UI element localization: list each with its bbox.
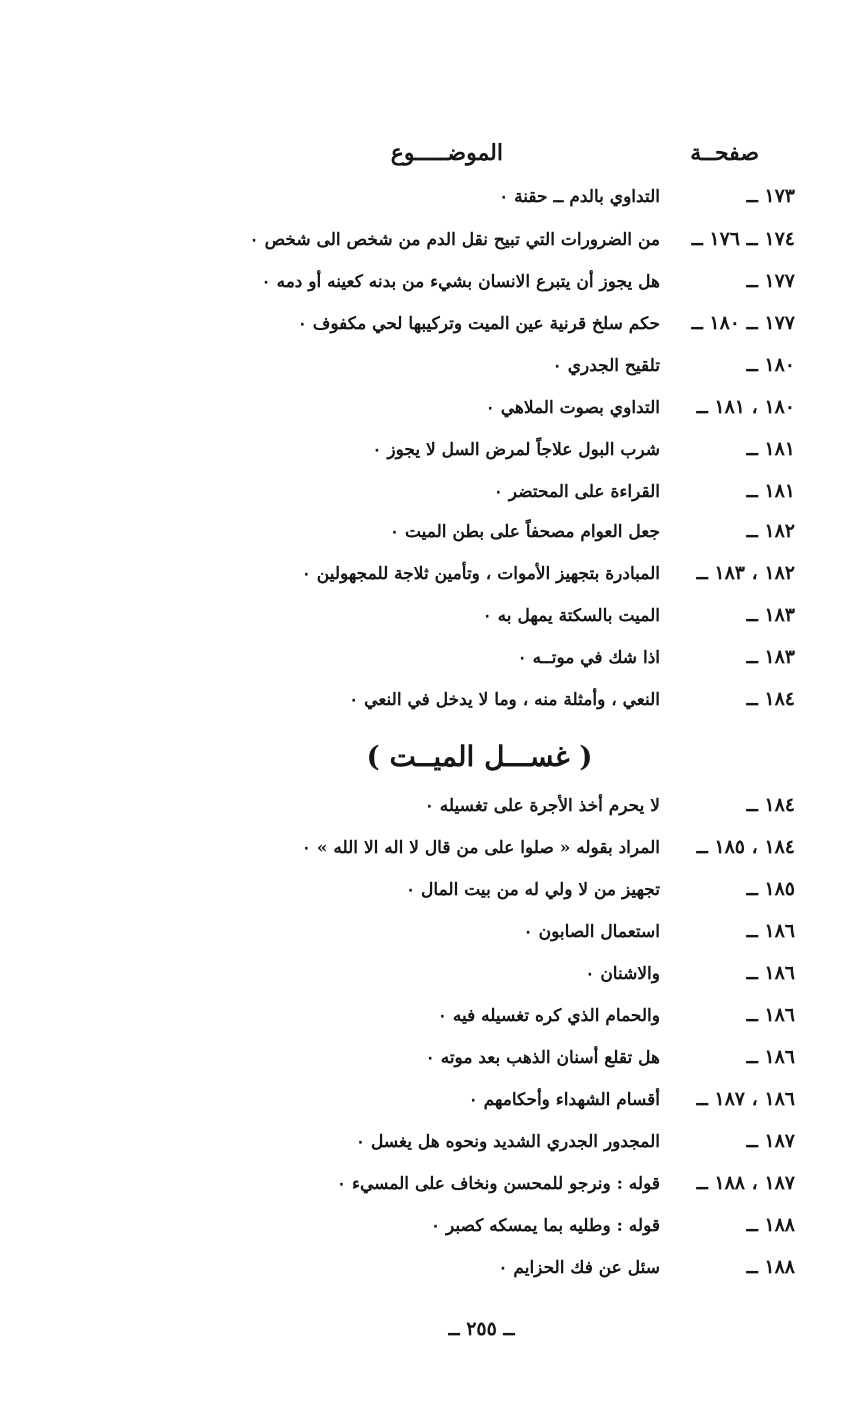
- entry-page: ١٨٧ ، ١٨٨ ــ: [696, 1172, 795, 1194]
- index-entry: [95, 185, 795, 221]
- index-entry: [95, 604, 795, 640]
- entry-topic: المراد بقوله « صلوا على من قال لا اله الا الله » ٠: [301, 838, 660, 858]
- entry-page: ١٨٤ ــ: [746, 688, 795, 710]
- entry-page: ١٨٠ ، ١٨١ ــ: [696, 396, 795, 418]
- entry-page: ١٨١ ــ: [746, 480, 795, 502]
- index-entry: [95, 480, 795, 516]
- page-number: [0, 1318, 855, 1340]
- index-entry: [95, 794, 795, 830]
- entry-page: ١٨٢ ، ١٨٣ ــ: [696, 562, 795, 584]
- entry-topic: تلقيح الجدري ٠: [552, 356, 660, 376]
- entry-page: ١٧٧ ــ ١٨٠ ــ: [691, 312, 795, 334]
- entry-topic: جعل العوام مصحفاً على بطن الميت ٠: [389, 522, 660, 542]
- section-heading-text: ( غســـل الميــت ): [366, 740, 593, 773]
- entry-topic: المجدور الجدري الشديد ونحوه هل يغسل ٠: [355, 1132, 660, 1152]
- entry-topic: والحمام الذي كره تغسيله فيه ٠: [437, 1006, 660, 1026]
- entry-page: ١٨٣ ــ: [746, 646, 795, 668]
- index-entry: [95, 354, 795, 390]
- entry-topic: الميت بالسكتة يمهل به ٠: [482, 606, 660, 626]
- entry-topic: تجهيز من لا ولي له من بيت المال ٠: [406, 880, 660, 900]
- entry-page: ١٨٠ ــ: [746, 354, 795, 376]
- entry-page: ١٨٦ ــ: [746, 920, 795, 942]
- entry-page: ١٨٢ ــ: [746, 520, 795, 542]
- entry-page: ١٨٥ ــ: [746, 878, 795, 900]
- entry-page: ١٨٣ ــ: [746, 604, 795, 626]
- index-entry: [95, 520, 795, 556]
- entry-topic: استعمال الصابون ٠: [523, 922, 660, 942]
- entry-page: ١٨٦ ــ: [746, 1046, 795, 1068]
- entry-topic: أقسام الشهداء وأحكامهم ٠: [468, 1090, 660, 1110]
- page-column-header: صفحــة: [690, 140, 759, 166]
- index-entry: [95, 920, 795, 956]
- entry-topic: من الضرورات التي تبيح نقل الدم من شخص الى شخص ٠: [249, 230, 660, 250]
- entry-topic: سئل عن فك الحزايم ٠: [498, 1258, 660, 1278]
- entry-topic: هل تقلع أسنان الذهب بعد موته ٠: [425, 1048, 660, 1068]
- section-heading: [0, 740, 855, 773]
- entry-page: ١٨٧ ــ: [746, 1130, 795, 1152]
- index-entry: [95, 878, 795, 914]
- index-entry: [95, 562, 795, 598]
- entry-page: ١٧٤ ــ ١٧٦ ــ: [691, 228, 795, 250]
- entry-topic: شرب البول علاجاً لمرض السل لا يجوز ٠: [372, 440, 660, 460]
- entry-page: ١٨٦ ، ١٨٧ ــ: [696, 1088, 795, 1110]
- entry-page: ١٨٨ ــ: [746, 1214, 795, 1236]
- index-entry: [95, 688, 795, 724]
- entry-topic: والاشنان ٠: [585, 964, 660, 984]
- entry-page: ١٨١ ــ: [746, 438, 795, 460]
- entry-topic: حكم سلخ قرنية عين الميت وتركيبها لحي مكفوف ٠: [297, 314, 660, 334]
- entry-page: ١٨٤ ، ١٨٥ ــ: [696, 836, 795, 858]
- entry-topic: لا يحرم أخذ الأجرة على تغسيله ٠: [424, 796, 660, 816]
- entry-topic: النعي ، وأمثلة منه ، وما لا يدخل في النعي ٠: [349, 690, 660, 710]
- table-header: [0, 140, 855, 176]
- index-entry: [95, 1214, 795, 1250]
- index-entry: [95, 312, 795, 348]
- index-entry: [95, 1130, 795, 1166]
- index-entry: [95, 962, 795, 998]
- entry-topic: اذا شك في موتــه ٠: [517, 648, 660, 668]
- entry-topic: قوله : وطليه بما يمسكه كصبر ٠: [430, 1216, 660, 1236]
- index-entry: [95, 1046, 795, 1082]
- topic-column-header: الموضـــــوع: [390, 140, 503, 166]
- entry-page: ١٨٤ ــ: [746, 794, 795, 816]
- entry-page: ١٨٦ ــ: [746, 962, 795, 984]
- entry-page: ١٨٦ ــ: [746, 1004, 795, 1026]
- page-number-text: ــ ٢٥٥ ــ: [448, 1318, 515, 1340]
- entry-topic: التداوي بصوت الملاهي ٠: [485, 398, 660, 418]
- index-entry: [95, 1172, 795, 1208]
- index-entry: [95, 836, 795, 872]
- entry-topic: القراءة على المحتضر ٠: [493, 482, 660, 502]
- index-entry: [95, 1088, 795, 1124]
- index-entry: [95, 1256, 795, 1292]
- index-entry: [95, 228, 795, 264]
- index-entry: [95, 1004, 795, 1040]
- index-entry: [95, 270, 795, 306]
- index-entry: [95, 646, 795, 682]
- entry-page: ١٧٧ ــ: [746, 270, 795, 292]
- entry-topic: التداوي بالدم ــ حقنة ٠: [499, 187, 660, 207]
- index-entry: [95, 396, 795, 432]
- entry-topic: المبادرة بتجهيز الأموات ، وتأمين ثلاجة للمجهولين ٠: [301, 564, 660, 584]
- entry-topic: هل يجوز أن يتبرع الانسان بشيء من بدنه كعينه أو دمه ٠: [261, 272, 660, 292]
- entry-topic: قوله : ونرجو للمحسن ونخاف على المسيء ٠: [336, 1174, 660, 1194]
- index-entry: [95, 438, 795, 474]
- entry-page: ١٧٣ ــ: [746, 185, 795, 207]
- entry-page: ١٨٨ ــ: [746, 1256, 795, 1278]
